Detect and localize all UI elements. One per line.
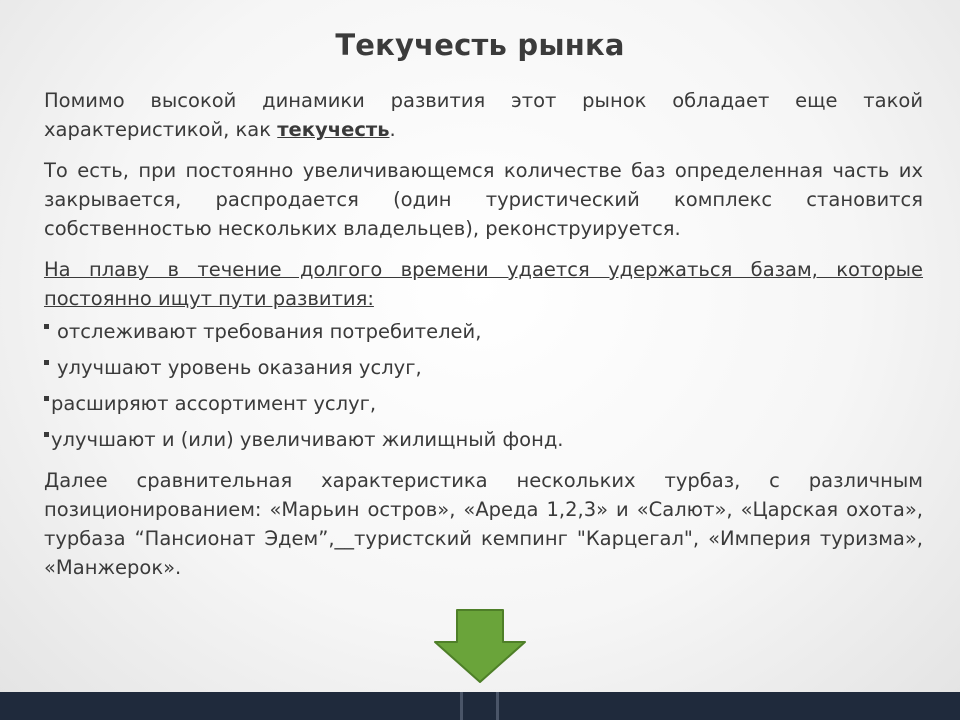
- paragraph-explanation: То есть, при постоянно увеличивающемся количестве баз определенная часть их закрывается, распродается (один туристический комплекс становится собственностью нескольких владельцев), реконструируется.: [44, 159, 923, 240]
- list-item: [44, 425, 923, 454]
- list-item: [44, 389, 923, 418]
- bottom-bar: [0, 692, 960, 720]
- paragraph-intro: [44, 86, 923, 144]
- bullet-square-icon: [44, 396, 49, 401]
- bullet-list: [44, 317, 923, 454]
- bar-divider: [460, 692, 463, 720]
- bullet-square-icon: [44, 432, 49, 437]
- intro-text: Помимо высокой динамики развития этот рынок обладает еще такой характеристикой, как: [44, 89, 923, 141]
- list-item: [44, 353, 923, 382]
- list-item: [44, 317, 923, 346]
- term-fluidity: текучесть: [277, 118, 390, 141]
- bullet-square-icon: [44, 360, 49, 365]
- bullet-square-icon: [44, 324, 49, 329]
- list-item-text: расширяют ассортимент услуг,: [51, 392, 377, 415]
- list-item-text: улучшают уровень оказания услуг,: [57, 356, 422, 379]
- down-arrow-icon[interactable]: [433, 608, 527, 684]
- slide-title: Текучесть рынка: [335, 28, 625, 62]
- intro-end: .: [389, 118, 396, 141]
- list-item-text: улучшают и (или) увеличивают жилищный фонд.: [51, 428, 564, 451]
- bar-divider: [496, 692, 499, 720]
- paragraph-survival: На плаву в течение долгого времени удается удержаться базам, которые постоянно ищут пути развития:: [44, 258, 923, 310]
- paragraph-comparison: Далее сравнительная характеристика нескольких турбаз, с различным позиционированием: «Марьин остров», «Ареда 1,2,3» и «Салют», «Царская охота», турбаза “Пансионат Эдем”,__туристский кемпинг "Карцегал", «Империя туризма», «Манжерок».: [44, 469, 923, 579]
- list-item-text: отслеживают требования потребителей,: [57, 320, 482, 343]
- slide-body: [44, 86, 923, 582]
